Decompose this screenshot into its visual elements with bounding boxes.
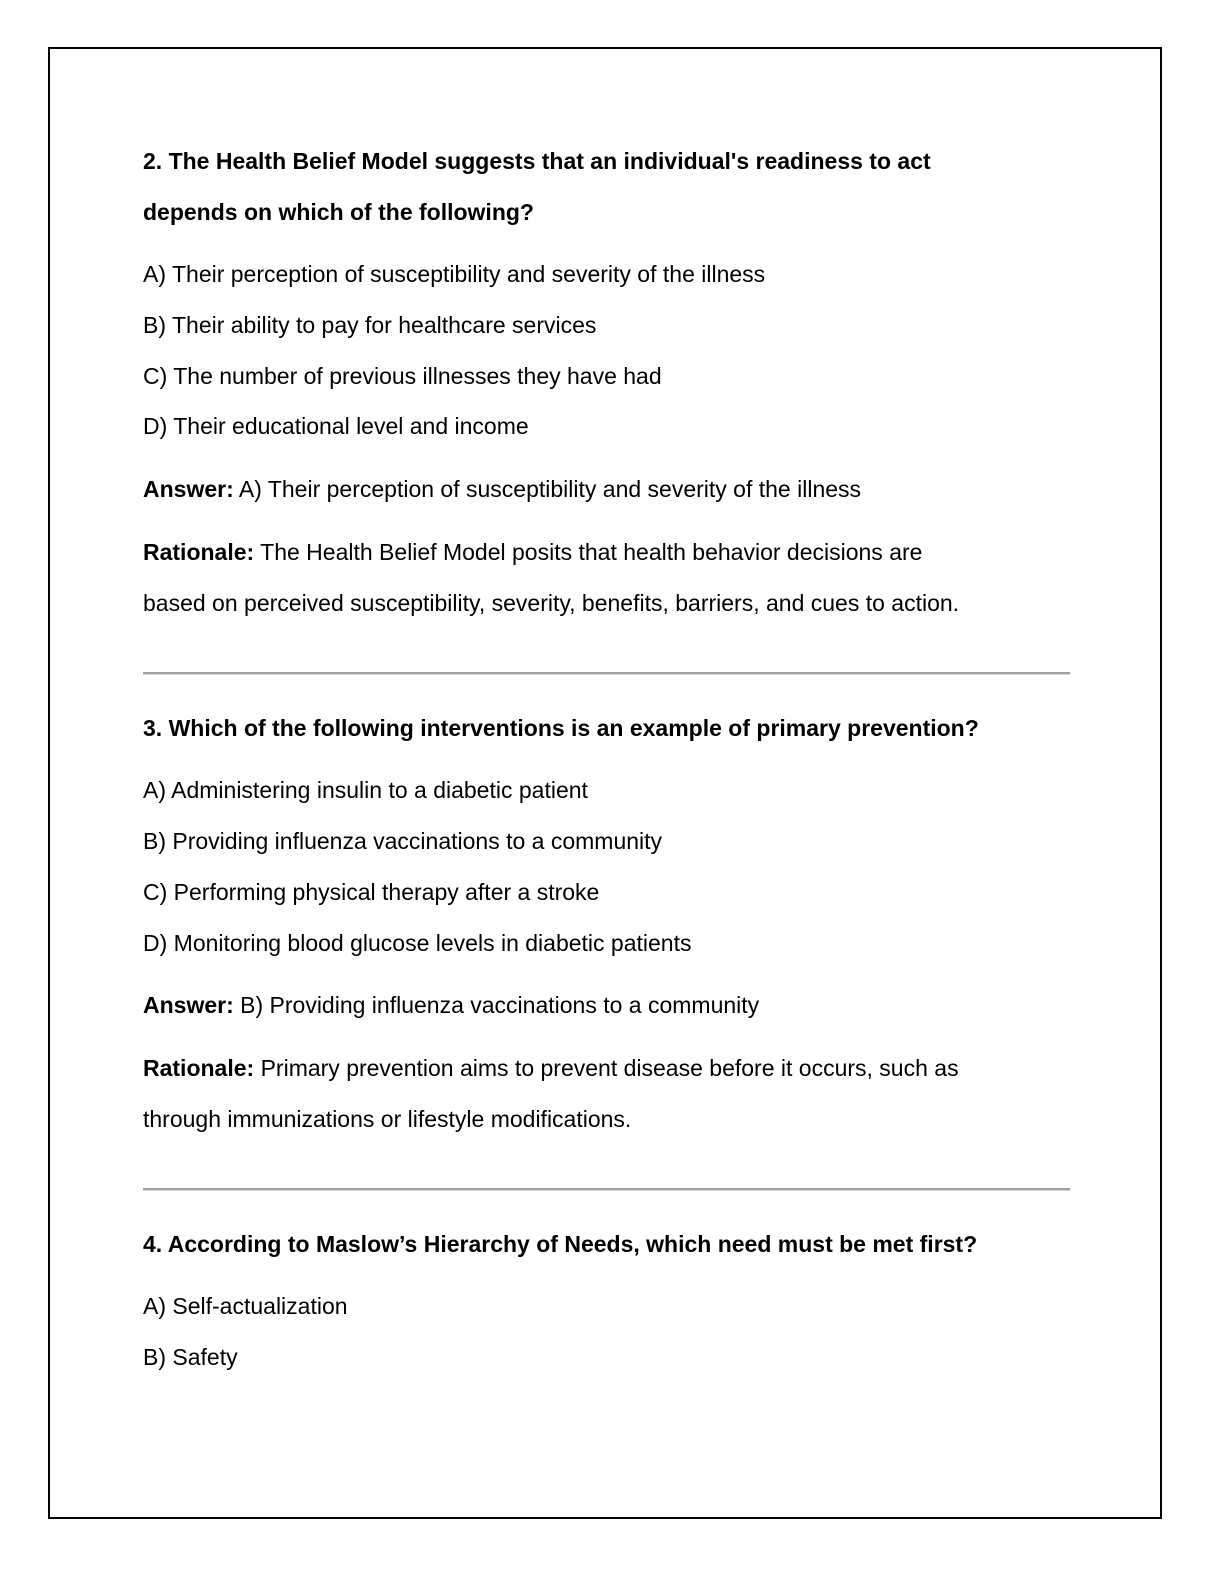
question-2-option-c: C) The number of previous illnesses they have had [143, 363, 662, 389]
question-3-option-a: A) Administering insulin to a diabetic patient [143, 777, 588, 803]
question-2-text-line1: 2. The Health Belief Model suggests that an individual's readiness to act [143, 148, 931, 174]
section-divider [143, 1188, 1070, 1190]
answer-text: A) Their perception of susceptibility and severity of the illness [233, 476, 862, 502]
question-4-text: 4. According to Maslow’s Hierarchy of Needs, which need must be met first? [143, 1231, 978, 1257]
answer-label: Answer: [143, 992, 234, 1018]
question-2-option-a: A) Their perception of susceptibility and severity of the illness [143, 261, 766, 287]
question-3-option-c: C) Performing physical therapy after a stroke [143, 879, 600, 905]
question-3-rationale-line2: through immunizations or lifestyle modifications. [143, 1106, 632, 1132]
question-3-answer [143, 990, 759, 1020]
question-2-rationale-line1 [143, 537, 922, 567]
question-2-rationale-line2: based on perceived susceptibility, severity, benefits, barriers, and cues to action. [143, 590, 960, 616]
question-3-text: 3. Which of the following interventions is an example of primary prevention? [143, 715, 979, 741]
question-2-option-b: B) Their ability to pay for healthcare services [143, 312, 597, 338]
section-divider [143, 672, 1070, 674]
rationale-label: Rationale: [143, 1055, 255, 1081]
question-4-option-b: B) Safety [143, 1344, 238, 1370]
question-3-rationale-line1 [143, 1053, 959, 1083]
question-2-option-d: D) Their educational level and income [143, 413, 529, 439]
question-3-option-d: D) Monitoring blood glucose levels in diabetic patients [143, 930, 692, 956]
question-2-text-line2: depends on which of the following? [143, 199, 534, 225]
answer-text: B) Providing influenza vaccinations to a community [233, 992, 760, 1018]
question-2-answer [143, 474, 861, 504]
answer-label: Answer: [143, 476, 234, 502]
question-4-option-a: A) Self-actualization [143, 1293, 348, 1319]
rationale-text: The Health Belief Model posits that health behavior decisions are [254, 539, 923, 565]
rationale-label: Rationale: [143, 539, 255, 565]
rationale-text: Primary prevention aims to prevent disease before it occurs, such as [254, 1055, 959, 1081]
question-3-option-b: B) Providing influenza vaccinations to a community [143, 828, 663, 854]
